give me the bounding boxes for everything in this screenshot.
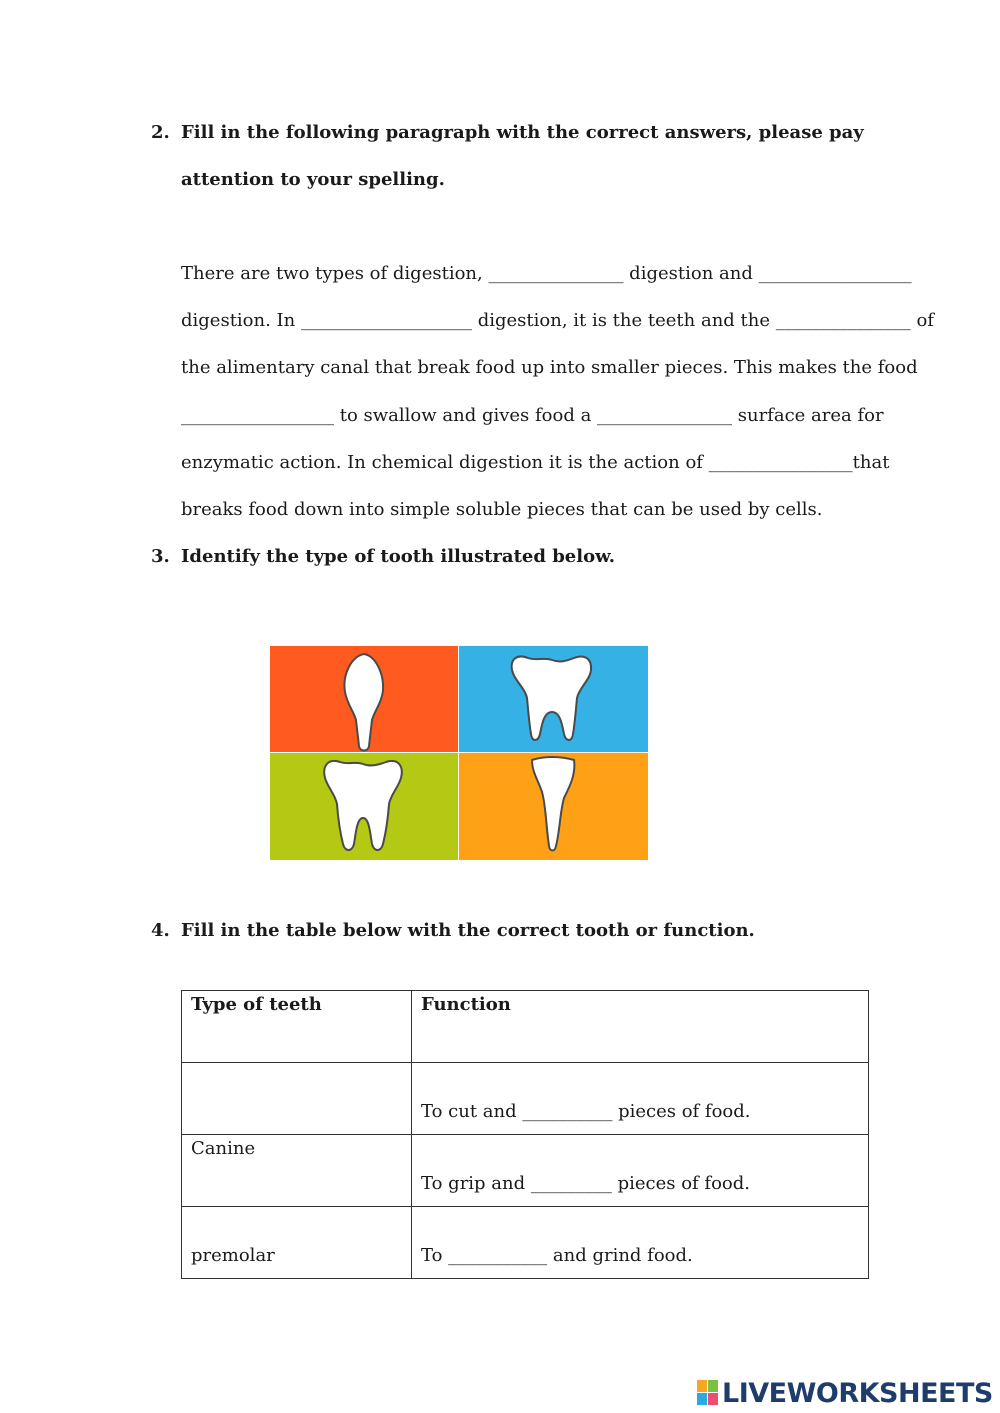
tooth-type-cell bbox=[182, 1135, 412, 1207]
tooth-type-text: Canine bbox=[191, 1138, 256, 1159]
table-header-cell bbox=[412, 991, 869, 1063]
question-number: 2. bbox=[151, 122, 170, 143]
question-text-line-1: Fill in the following paragraph with the correct answers, please pay bbox=[181, 122, 864, 143]
paragraph-line: There are two types of digestion, _______________ digestion and _________________ bbox=[181, 263, 912, 284]
table-row bbox=[182, 1063, 869, 1135]
tooth-type-text: premolar bbox=[191, 1245, 275, 1266]
paragraph-line: the alimentary canal that break food up into smaller pieces. This makes the food bbox=[181, 357, 918, 378]
function-text: To cut and __________ pieces of food. bbox=[421, 1101, 751, 1122]
paragraph-line: breaks food down into simple soluble pieces that can be used by cells. bbox=[181, 499, 823, 520]
paragraph-line: digestion. In ___________________ digestion, it is the teeth and the _______________ of bbox=[181, 310, 934, 331]
logo-text: LIVEWORKSHEETS bbox=[722, 1377, 993, 1409]
teeth-illustration bbox=[270, 646, 648, 860]
table-row bbox=[182, 1207, 869, 1279]
liveworksheets-logo[interactable] bbox=[697, 1376, 993, 1410]
tooth-type-cell bbox=[182, 1207, 412, 1279]
function-cell bbox=[412, 1207, 869, 1279]
header-type-of-teeth: Type of teeth bbox=[191, 994, 322, 1015]
table-row bbox=[182, 1135, 869, 1207]
logo-mark-icon bbox=[697, 1380, 719, 1406]
table-header-row bbox=[182, 991, 869, 1063]
tooth-type-cell[interactable] bbox=[182, 1063, 412, 1135]
teeth-function-table bbox=[181, 990, 869, 1279]
table-header-cell bbox=[182, 991, 412, 1063]
question-text-line-2: attention to your spelling. bbox=[181, 169, 445, 190]
question-text: Identify the type of tooth illustrated below. bbox=[181, 546, 616, 567]
function-cell bbox=[412, 1063, 869, 1135]
question-number: 3. bbox=[151, 546, 170, 567]
paragraph-line: enzymatic action. In chemical digestion it is the action of ________________that bbox=[181, 452, 890, 473]
question-text: Fill in the table below with the correct tooth or function. bbox=[181, 920, 755, 941]
function-cell bbox=[412, 1135, 869, 1207]
function-text: To grip and _________ pieces of food. bbox=[421, 1173, 751, 1194]
question-number: 4. bbox=[151, 920, 170, 941]
paragraph-line: _________________ to swallow and gives food a _______________ surface area for bbox=[181, 405, 884, 426]
header-function: Function bbox=[421, 994, 511, 1015]
function-text: To ___________ and grind food. bbox=[421, 1245, 693, 1266]
